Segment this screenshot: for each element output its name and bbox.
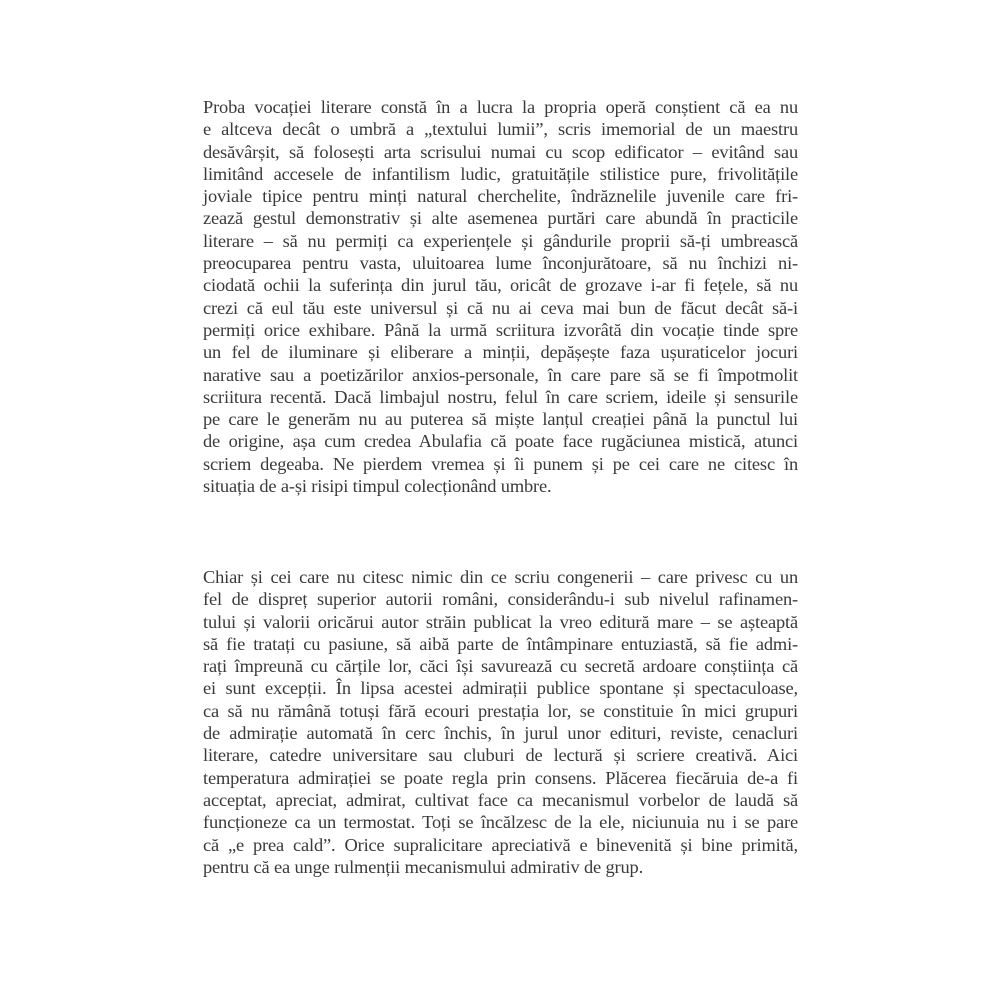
text-line: situația de a-și risipi timpul colecționând umbre.	[203, 476, 552, 497]
paragraph-2	[203, 566, 798, 878]
paragraph-1	[203, 96, 798, 497]
text-line: de admirație automată în cerc închis, în jurul unor edituri, reviste, cenacluri	[203, 723, 798, 744]
text-line: ei sunt excepții. În lipsa acestei admirații publice spontane și spectaculoase,	[203, 678, 798, 699]
text-line: temperatura admirației se poate regla prin consens. Plăcerea fiecăruia de-a fi	[203, 767, 798, 788]
text-line: literare – să nu permiți ca experiențele și gândurile proprii să-ți umbrească	[203, 230, 798, 251]
text-line: ciodată ochii la suferința din jurul tău, oricât de grozave i-ar fi fețele, să nu	[203, 275, 798, 296]
text-line: Chiar și cei care nu citesc nimic din ce scriu congenerii – care privesc cu un	[203, 567, 798, 587]
text-line: un fel de iluminare și eliberare a minții, depășește faza ușuraticelor jocuri	[203, 342, 798, 363]
text-line: funcționeze ca un termostat. Toți se încălzesc de la ele, niciunuia nu i se pare	[203, 812, 798, 833]
text-line: desăvârșit, să folosești arta scrisului numai cu scop edificator – evitând sau	[203, 141, 798, 162]
text-line: pe care le generăm nu au puterea să miște lanțul creației până la punctul lui	[203, 409, 798, 430]
text-line: fel de dispreț superior autorii români, considerându-i sub nivelul rafinamen-	[203, 589, 798, 610]
text-line: limitând accesele de infantilism ludic, gratuitățile stilistice pure, frivolitățile	[203, 163, 798, 184]
text-line: permiți orice exhibare. Până la urmă scriitura izvorâtă din vocație tinde spre	[203, 319, 798, 340]
text-line: zează gestul demonstrativ și alte asemenea purtări care abundă în practicile	[203, 208, 798, 229]
text-line: pentru că ea unge rulmenții mecanismului admirativ de grup.	[203, 856, 644, 877]
text-line: scriitura recentă. Dacă limbajul nostru, felul în care scriem, ideile și sensurile	[203, 386, 798, 407]
text-line: de origine, așa cum credea Abulafia că poate face rugăciunea mistică, atunci	[203, 431, 798, 452]
text-line: rați împreună cu cărțile lor, căci își savurează cu secretă ardoare conștiința că	[203, 656, 798, 677]
text-line: tului și valorii oricărui autor străin publicat la vreo editură mare – se așteaptă	[203, 611, 798, 632]
text-line: preocuparea pentru vasta, uluitoarea lume înconjurătoare, să nu închizi ni-	[203, 253, 798, 274]
text-line: să fie tratați cu pasiune, să aibă parte de întâmpinare entuziastă, să fie admi-	[203, 633, 798, 654]
text-line: joviale tipice pentru minți natural cherchelite, îndrăznelile juvenile care fri-	[203, 186, 798, 207]
text-line: acceptat, apreciat, admirat, cultivat face ca mecanismul vorbelor de laudă să	[203, 789, 798, 810]
text-line: narative sau a poetizărilor anxios-personale, în care pare să se fi împotmolit	[203, 364, 798, 385]
text-line: e altceva decât o umbră a „textului lumii”, scris imemorial de un maestru	[203, 119, 798, 140]
text-line: ca să nu rămână totuși fără ecouri prestația lor, se constituie în mici grupuri	[203, 700, 798, 721]
text-line: Proba vocației literare constă în a lucra la propria operă conștient că ea nu	[203, 97, 798, 117]
text-line: literare, catedre universitare sau cluburi de lectură și scriere creativă. Aici	[203, 745, 798, 766]
text-line: crezi că eul tău este universul și că nu ai ceva mai bun de făcut decât să-i	[203, 297, 798, 318]
text-line: că „e prea cald”. Orice supralicitare apreciativă e binevenită și bine primită,	[203, 834, 798, 855]
text-line: scriem degeaba. Ne pierdem vremea și îi punem și pe cei care ne citesc în	[203, 453, 798, 474]
